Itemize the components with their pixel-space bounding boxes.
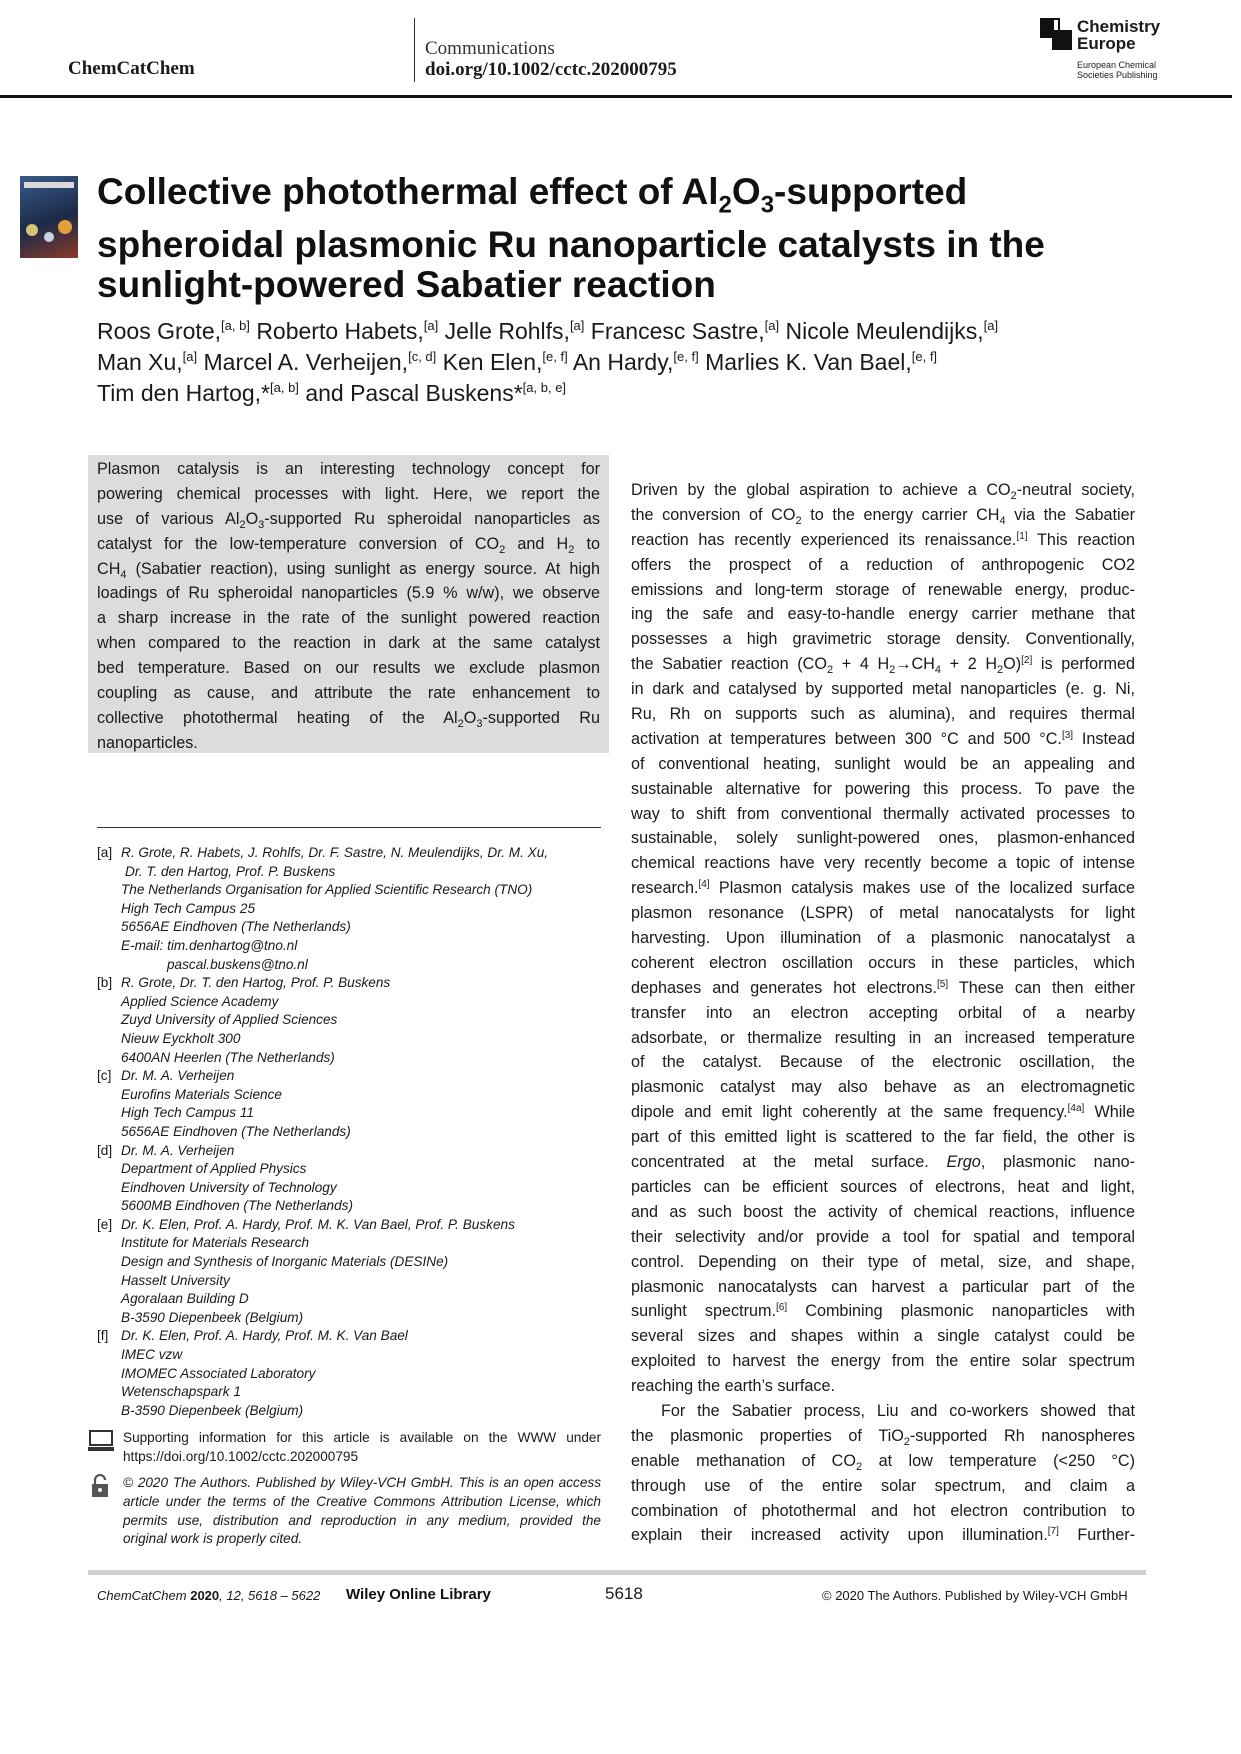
supporting-info-link[interactable]: https://doi.org/10.1002/cctc.202000795 [123,1448,359,1464]
chemistry-europe-logo-icon [1040,18,1072,50]
author-list: Roos Grote,[a, b] Roberto Habets,[a] Jelle Rohlfs,[a] Francesc Sastre,[a] Nicole Meulendijks,[a] Man Xu,[a] Marcel A. Verheijen,[c, d] Ken Elen,[e, f] An Hardy,[e, f] Marlies K. Van Bael,[e, f] Tim den Hartog,*[a, b] and Pascal Buskens*[a, b, e] [97,318,999,406]
footer-rule [88,1570,1146,1575]
license-notice: © 2020 The Authors. Published by Wiley-VCH GmbH. This is an open access article under the terms of the Creative Commons Attribution License, which permits use, distribution and reproduction in any medium, provided the original work is properly cited. [123,1475,601,1547]
footer-citation: ChemCatChem 2020, 12, 5618 – 5622 [97,1588,321,1603]
header-rule [0,95,1232,98]
abstract-text: Plasmon catalysis is an interesting technology concept for powering chemical processes with light. Here, we report the use of various $Al_2O_3$-supported Ru spheroidal nanoparticles as catalyst for the low-temperature conversion of $CO_2$ and $H_2$ to $CH_4$ (Sabatier reaction), using sunlight as energy source. At high loadings of Ru spheroidal nanoparticles (5.9 % w/w), we observe a sharp increase in the rate of the sunlight powered reaction when compared to the reaction in dark at the same catalyst bed temperature. Based on our results we exclude plasmon coupling as cause, and attribute the rate enhancement to collective photothermal heating of the $Al_2O_3$-supported Ru nanoparticles. [97,460,600,752]
page-number: 5618 [605,1584,643,1603]
affiliations-rule [97,827,601,828]
brand-line-3: European Chemical [1077,60,1157,70]
article-section: Communications [425,38,555,59]
footer-copyright: © 2020 The Authors. Published by Wiley-VCH GmbH [822,1588,1128,1603]
computer-icon [88,1430,114,1452]
brand-line-1: Chemistry [1077,17,1161,36]
affiliations: [a] R. Grote, R. Habets, J. Rohlfs, Dr. F. Sastre, N. Meulendijks, Dr. M. Xu, Dr. T. den Hartog, Prof. P. Buskens The Netherlands Organisation for Applied Scientific Research (TNO) High Tech Campus 25 5656AE Eindhoven (The Netherlands) E-mail: tim.denhartog@tno.nl pascal.buskens@tno.nl [b] R. Grote, Dr. T. den Hartog, Prof. P. Buskens Applied Science Academy Zuyd University of Applied Sciences Nieuw Eyckholt 300 6400AN Heerlen (The Netherlands) [c] Dr. M. A. Verheijen Eurofins Materials Science High Tech Campus 11 5656AE Eindhoven (The Netherlands) [d] Dr. M. A. Verheijen Department of Applied Physics Eindhoven University of Technology 5600MB Eindhoven (The Netherlands) [e] Dr. K. Elen, Prof. A. Hardy, Prof. M. K. Van Bael, Prof. P. Buskens Institute for Materials Research Design and Synthesis of Inorganic Materials (DESINe) Hasselt University Agoralaan Building D B-3590 Diepenbeek (Belgium) [f] Dr. K. Elen, Prof. A. Hardy, Prof. M. K. Van Bael IMEC vzw IMOMEC Associated Laboratory Wetenschapspark 1 B-3590 Diepenbeek (Belgium) [97,845,549,1418]
doi-link[interactable]: doi.org/10.1002/cctc.202000795 [425,59,677,80]
article-title: Collective photothermal effect of $Al_2O_3$-supported spheroidal plasmonic Ru nanoparticle catalysts in the sunlight-powered Sabatier reaction [97,171,1045,306]
journal-cover-thumbnail[interactable] [20,176,78,258]
body-text: Driven by the global aspiration to achieve a $CO_2$-neutral society, the conversion of $CO_2$ to the energy carrier $CH_4$ via the Sabatier reaction has recently experienced its renaissance.[1] This reaction offers the prospect of a reduction of anthropogenic CO2 emissions and long-term storage of renewable energy, produc- ing the safe and easy-to-handle energy carrier methane that possesses a high gravimetric storage density. Conventionally, the Sabatier reaction ($CO_2 + 4$ $H_2\to CH_4 + 2$ $H_2O)[2]$ is performed in dark and catalysed by supported metal nanoparticles (e. g. Ni, Ru, Rh on supports such as alumina), and requires thermal activation at temperatures between 300 °C and 500 °C.[3] Instead of conventional heating, sunlight would be an appealing and sustainable alternative for powering this process. To pave the way to shift from conventional thermally activated processes to sustainable, solely sunlight-powered ones, plasmon-enhanced chemical reactions have very recently become a topic of intense research.[4] Plasmon catalysis makes use of the localized surface plasmon resonance (LSPR) of metal nanocatalysts for light harvesting. Upon illumination of a plasmonic nanocatalyst a coherent electron oscillation occurs in these particles, which dephases and generates hot electrons.[5] These can then either transfer into an electron accepting orbital of a nearby adsorbate, or thermalize resulting in an increased temperature of the catalyst. Because of the electronic oscillation, the plasmonic catalyst may also behave as an electromagnetic dipole and emit light coherently at the same frequency.[4a] While part of this emitted light is scattered to the far field, the other is concentrated at the metal surface. Ergo, plasmonic nano- particles can be efficient sources of electrons, heat and light, and as such boost the activity of chemical reactions, influence their selectivity and/or provide a tool for spatial and temporal control. Depending on their type of metal, size, and shape, plasmonic nanocatalysts can harvest a particular part of the sunlight spectrum.[6] Combining plasmonic nanoparticles with several sizes and shapes within a single catalyst could be exploited to harvest the energy from the entire solar spectrum reaching the earth’s surface. For the Sabatier process, Liu and co-workers showed that the plasmonic properties of TiO$_2$-supported Rh nanospheres enable methanation of $CO_2$ at low temperature (<250 °C) through use of the entire solar spectrum, and claim a combination of photothermal and hot electron contribution to explain their increased activity upon illumination.[7] Further- [631,481,1136,1545]
journal-name: ChemCatChem [68,58,195,79]
brand-line-2: Europe [1077,34,1136,53]
supporting-information: Supporting information for this article is available on the WWW under https://doi.org/10.1002/cctc.202000795 [123,1430,601,1464]
wiley-online-library-link[interactable]: Wiley Online Library [346,1586,491,1603]
brand-line-4: Societies Publishing [1077,70,1158,80]
open-access-lock-icon [90,1474,110,1498]
header-divider [414,18,415,82]
